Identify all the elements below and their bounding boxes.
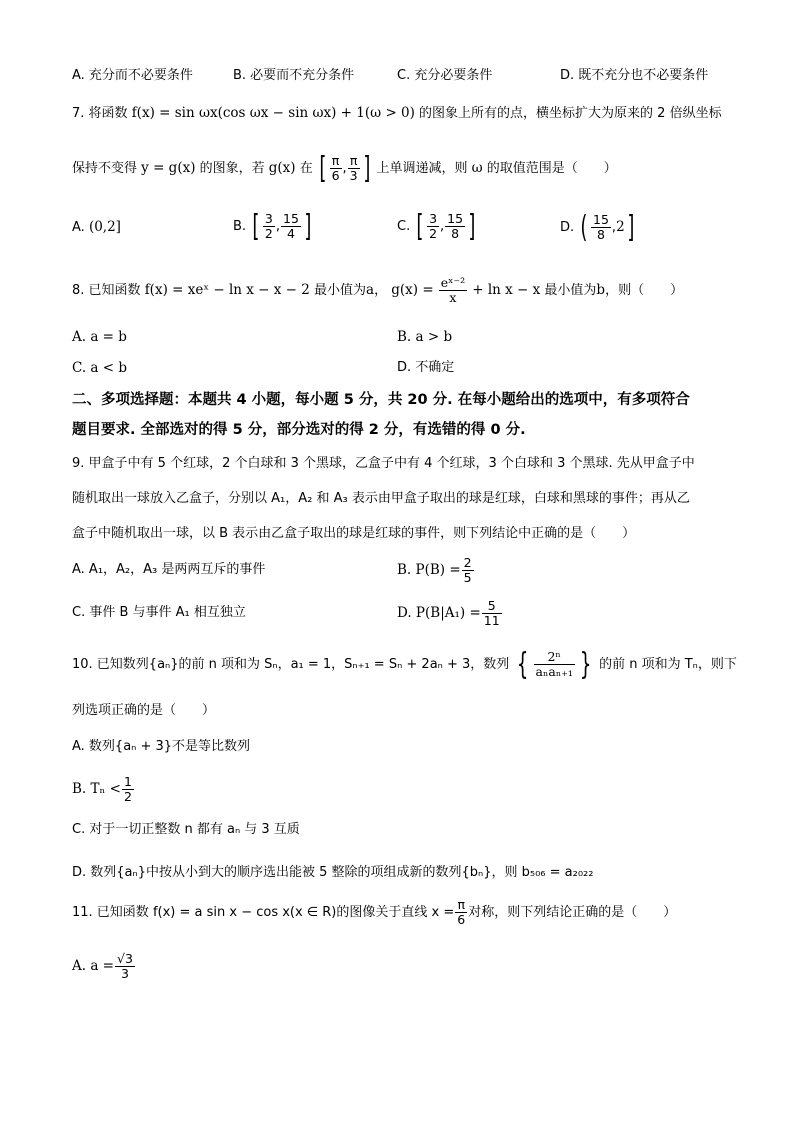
q7-frac-1: $\frac{\pi}{6}$	[331, 153, 340, 183]
q9-option-d[interactable]: D. P(B|A₁) = $\frac{5}{11}$	[397, 598, 500, 628]
q8-g: g(x) =	[391, 282, 434, 298]
q6-option-d[interactable]: D. 既不充分也不必要条件	[560, 68, 709, 83]
q9-line3: 盒子中随机取出一球，以 B 表示由乙盒子取出的球是红球的事件，则下列结论中正确的是（ ）	[72, 526, 636, 541]
q9-line1: 9. 甲盒子中有 5 个红球，2 个白球和 3 个黑球，乙盒子中有 4 个红球，3 个白球和 3 个黑球. 先从甲盒子中	[72, 456, 695, 471]
q10-option-b[interactable]: B. Tₙ < $\frac{1}{2}$	[72, 774, 132, 804]
q6-option-b[interactable]: B. 必要而不充分条件	[233, 68, 355, 83]
q10-line2: 列选项正确的是（ ）	[72, 703, 216, 718]
q8-stem: 8. 已知函数 f(x) = xeˣ − ln x − x − 2 最小值为a， g(x) = $\frac{\text{eˣ⁻²}}{x}$ + ln x − x 最小值为b，则（ ）	[72, 275, 684, 305]
q7-omega: ω	[471, 160, 483, 176]
section-2-title-line2: 题目要求. 全部选对的得 5 分，部分选对的得 2 分，有选错的得 0 分.	[72, 422, 526, 438]
q7-text-e: 的取值范围是（ ）	[486, 161, 617, 176]
q7-gx: g(x)	[268, 160, 296, 176]
q7-line1	[72, 104, 722, 123]
q7-option-d[interactable]: D. ( $\frac{15}{8}$ ,2]	[560, 209, 635, 245]
q7-bracket-left: [	[319, 150, 327, 186]
q8-option-d[interactable]: D. 不确定	[397, 360, 455, 375]
q7-bracket-right: ]	[362, 150, 370, 186]
q6-option-a[interactable]: A. 充分而不必要条件	[72, 68, 193, 83]
q6-option-c[interactable]: C. 充分必要条件	[397, 68, 493, 83]
q7-number: 7. 将函数	[72, 106, 128, 121]
q7-text-d: 上单调递减，则	[376, 161, 468, 176]
q7-frac-2: $\frac{\pi}{3}$	[349, 153, 358, 183]
q9-option-c[interactable]: C. 事件 B 与事件 A₁ 相互独立	[72, 605, 246, 620]
q8-option-b[interactable]: B. a > b	[397, 329, 453, 345]
q8-f: f(x) = xeˣ − ln x − x − 2	[144, 282, 310, 298]
q8-option-a[interactable]: A. a = b	[72, 329, 127, 345]
q7-option-a[interactable]: A. (0,2]	[72, 219, 121, 235]
q10-option-a[interactable]: A. 数列{aₙ + 3}不是等比数列	[72, 739, 251, 754]
q10-line1: 10. 已知数列{aₙ}的前 n 项和为 Sₙ，a₁ = 1，Sₙ₊₁ = Sₙ + 2aₙ + 3，数列 { $\frac{\text{2ⁿ}}{\text{aₙaₙ₊₁}}$ } 的前 n 项和为 Tₙ，则下	[72, 646, 737, 682]
q9-option-a[interactable]: A. A₁，A₂，A₃ 是两两互斥的事件	[72, 562, 266, 577]
q11-line1: 11. 已知函数 f(x) = a sin x − cos x(x ∈ R)的图像关于直线 x = $\frac{\pi}{6}$ 对称，则下列结论正确的是（ ）	[72, 897, 677, 927]
q7-function: f(x) = sin ωx(cos ωx − sin ωx) + 1(ω > 0)	[131, 105, 415, 121]
q7-gfunc: y = g(x)	[141, 160, 196, 176]
q7-option-b[interactable]: B. [ $\frac{3}{2}$ , $\frac{15}{4}$ ]	[233, 208, 312, 244]
q7-text-a: 保持不变得	[72, 161, 138, 176]
q8-option-c[interactable]: C. a < b	[72, 360, 128, 376]
section-2-title-line1: 二、多项选择题：本题共 4 小题，每小题 5 分，共 20 分. 在每小题给出的选项中，有多项符合	[72, 392, 690, 408]
q7-text: 的图象上所有的点，横坐标扩大为原来的 2 倍纵坐标	[419, 106, 722, 121]
q7-line2: 保持不变得 y = g(x) 的图象，若 g(x) 在 [ $\frac{\pi}{6}$ , $\frac{\pi}{3}$ ] 上单调递减，则 ω 的取值范围是（ ）	[72, 150, 617, 186]
q9-line2: 随机取出一球放入乙盒子，分别以 A₁，A₂ 和 A₃ 表示由甲盒子取出的球是红球，白球和黑球的事件；再从乙	[72, 491, 690, 506]
q9-option-b[interactable]: B. P(B) = $\frac{2}{5}$	[397, 555, 472, 585]
q7-text-b: 的图象，若	[199, 161, 265, 176]
q7-text-c: 在	[299, 161, 313, 176]
q11-option-a[interactable]: A. a = $\frac{√3}{3}$	[72, 951, 133, 981]
q10-option-d[interactable]: D. 数列{aₙ}中按从小到大的顺序选出能被 5 整除的项组成新的数列{bₙ}，则 b₅₀₆ = a₂₀₂₂	[72, 865, 594, 880]
q10-option-c[interactable]: C. 对于一切正整数 n 都有 aₙ 与 3 互质	[72, 822, 300, 837]
q7-option-c[interactable]: C. [ $\frac{3}{2}$ , $\frac{15}{8}$ ]	[397, 208, 476, 244]
